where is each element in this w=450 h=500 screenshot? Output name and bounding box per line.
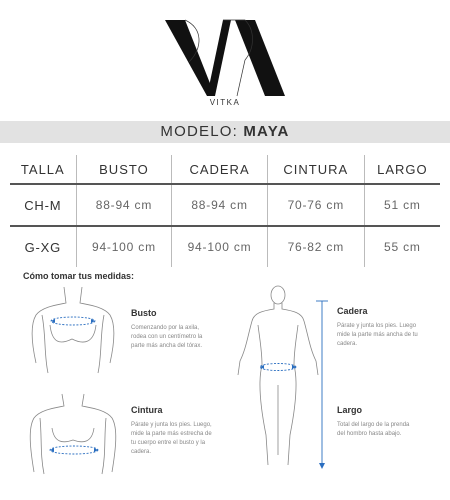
cintura-title: Cintura xyxy=(131,405,163,415)
largo-description xyxy=(337,421,409,439)
cintura-cell: 76-82 cm xyxy=(267,226,364,267)
model-label: MODELO: xyxy=(160,123,238,140)
vitka-logo xyxy=(163,18,287,98)
largo-line: del hombro hasta abajo. xyxy=(337,431,402,437)
cadera-description xyxy=(337,322,418,349)
cadera-section xyxy=(337,306,418,349)
table-row xyxy=(10,184,440,226)
busto-figure-icon xyxy=(20,285,125,375)
table-row xyxy=(10,226,440,267)
cintura-cell: 70-76 cm xyxy=(267,184,364,226)
size-cell: CH-M xyxy=(10,184,76,226)
busto-section xyxy=(131,308,202,351)
cintura-description xyxy=(131,421,212,457)
header-talla: TALLA xyxy=(10,155,76,184)
busto-cell: 88-94 cm xyxy=(76,184,172,226)
size-table xyxy=(10,155,440,267)
size-table-header xyxy=(10,155,440,184)
guide-title: Cómo tomar tus medidas: xyxy=(23,271,135,281)
busto-description xyxy=(131,324,202,351)
largo-cell: 55 cm xyxy=(364,226,440,267)
header-largo: LARGO xyxy=(364,155,440,184)
cadera-cell: 88-94 cm xyxy=(172,184,268,226)
largo-cell: 51 cm xyxy=(364,184,440,226)
largo-title: Largo xyxy=(337,405,363,415)
cadera-line: mide la parte más ancha de tu xyxy=(337,332,418,338)
brand-name: VITKA xyxy=(209,98,241,107)
busto-line: rodea con un centímetro la xyxy=(131,334,203,340)
cintura-figure-icon xyxy=(18,392,128,477)
busto-cell: 94-100 cm xyxy=(76,226,172,267)
cintura-line: mide la parte más estrecha de xyxy=(131,431,212,437)
busto-title: Busto xyxy=(131,308,157,318)
size-cell: G-XG xyxy=(24,239,62,255)
largo-line: Total del largo de la prenda xyxy=(337,422,410,428)
model-title xyxy=(0,121,450,143)
cintura-line: cadera. xyxy=(131,449,152,455)
header-cadera: CADERA xyxy=(172,155,268,184)
cintura-line: tu cuerpo entre el busto y la xyxy=(131,440,206,446)
cintura-section xyxy=(131,405,212,457)
header-busto: BUSTO xyxy=(76,155,172,184)
cintura-line: Párate y junta los pies. Luego, xyxy=(131,422,212,428)
busto-line: parte más ancha del tórax. xyxy=(131,343,203,349)
header-cintura: CINTURA xyxy=(267,155,364,184)
cadera-line: Párate y junta los pies. Luego xyxy=(337,323,417,329)
cadera-cell: 94-100 cm xyxy=(172,226,268,267)
largo-section xyxy=(337,405,409,439)
full-body-figure-icon xyxy=(232,285,332,475)
busto-line: Comenzando por la axila, xyxy=(131,325,200,331)
model-name: MAYA xyxy=(243,123,290,140)
cadera-line: cadera. xyxy=(337,341,358,347)
cadera-title: Cadera xyxy=(337,306,368,316)
